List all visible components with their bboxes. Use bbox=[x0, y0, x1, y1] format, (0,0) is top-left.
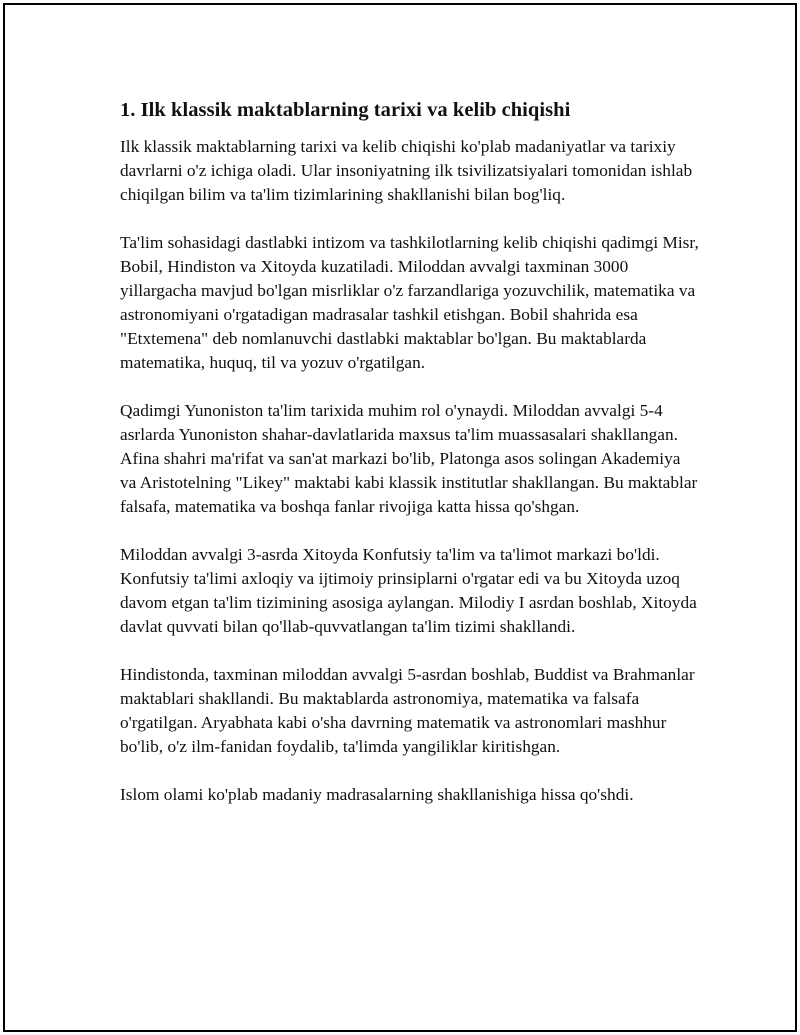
paragraph-egypt-babylon: Ta'lim sohasidagi dastlabki intizom va tashkilotlarning kelib chiqishi qadimgi Misr, Bobil, Hindiston va Xitoyda kuzatiladi. Miloddan avvalgi taxminan 3000 yillargacha mavjud bo'lgan misrliklar o'z farzandlariga yozuvchilik, matematika va astronomiyani o'rgatadigan madrasalar tashkil etishgan. Bobil shahrida esa "Etxtemena" deb nomlanuvchi dastlabki maktablar bo'lgan. Bu maktablarda matematika, huquq, til va yozuv o'rgatilgan. bbox=[120, 233, 699, 372]
page-frame bbox=[3, 3, 797, 1032]
paragraph-intro: Ilk klassik maktablarning tarixi va kelib chiqishi ko'plab madaniyatlar va tarixiy davrlarni o'z ichiga oladi. Ular insoniyatning ilk tsivilizatsiyalari tomonidan ishlab chiqilgan bilim va ta'lim tizimlarining shakllanishi bilan bog'liq. bbox=[120, 137, 693, 204]
document-body bbox=[120, 97, 700, 831]
document-title: 1. Ilk klassik maktablarning tarixi va kelib chiqishi bbox=[120, 99, 571, 121]
paragraph-islam: Islom olami ko'plab madaniy madrasalarning shakllanishiga hissa qo'shdi. bbox=[120, 785, 634, 804]
paragraph-india: Hindistonda, taxminan miloddan avvalgi 5-asrdan boshlab, Buddist va Brahmanlar maktablari shakllandi. Bu maktablarda astronomiya, matematika va falsafa o'rgatilgan. Aryabhata kabi o'sha davrning matematik va astronomlari mashhur bo'lib, o'z ilm-fanidan foydalib, ta'limda yangiliklar kiritishgan. bbox=[120, 665, 695, 756]
paragraph-china: Miloddan avvalgi 3-asrda Xitoyda Konfutsiy ta'lim va ta'limot markazi bo'ldi. Konfutsiy ta'limi axloqiy va ijtimoiy prinsiplarni o'rgatar edi va bu Xitoyda uzoq davom etgan ta'lim tizimining asosiga aylangan. Milodiy I asrdan boshlab, Xitoyda davlat quvvati bilan qo'llab-quvvatlangan ta'lim tizimi shakllandi. bbox=[120, 545, 697, 636]
paragraph-greece: Qadimgi Yunoniston ta'lim tarixida muhim rol o'ynaydi. Miloddan avvalgi 5-4 asrlarda Yunoniston shahar-davlatlarida maxsus ta'lim muassasalari shakllangan. Afina shahri ma'rifat va san'at markazi bo'lib, Platonga asos solingan Akademiya va Aristotelning "Likey" maktabi kabi klassik institutlar shakllangan. Bu maktablar falsafa, matematika va boshqa fanlar rivojiga katta hissa qo'shgan. bbox=[120, 401, 698, 516]
